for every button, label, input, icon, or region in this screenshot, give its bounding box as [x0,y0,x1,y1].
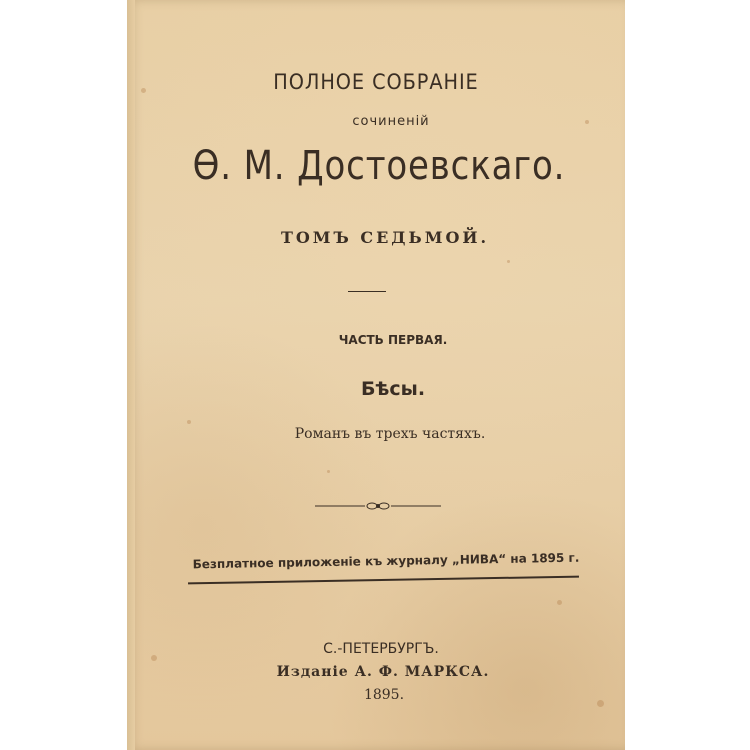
long-divider [188,576,579,585]
publisher-line: Изданіе А. Ф. МАРКСА. [276,664,490,680]
short-divider [348,291,386,292]
volume-number: ТОМЪ СЕДЬМОЙ. [280,228,490,247]
foxing-spot [141,88,146,93]
part-label: ЧАСТЬ ПЕРВАЯ. [338,333,448,347]
supplement-note: Безплатное приложеніе къ журналу „НИВА“ на 1895 г. [192,550,580,572]
book-title: Бѣсы. [360,378,426,400]
foxing-spot [507,260,510,263]
works-line: сочиненій [352,114,430,129]
collected-works-heading: ПОЛНОЕ СОБРАНІЕ [273,70,479,94]
publication-year: 1895. [363,687,405,703]
foxing-spot [327,470,330,473]
publication-city: С.-ПЕТЕРБУРГЪ. [323,641,439,657]
foxing-spot [557,600,562,605]
book-page [127,0,625,750]
page-edge [127,0,135,750]
ornament-divider [315,498,441,514]
book-subtitle: Романъ въ трехъ частяхъ. [294,426,486,442]
author-name: Ѳ. М. Достоевскаго. [192,143,566,189]
foxing-spot [187,420,191,424]
